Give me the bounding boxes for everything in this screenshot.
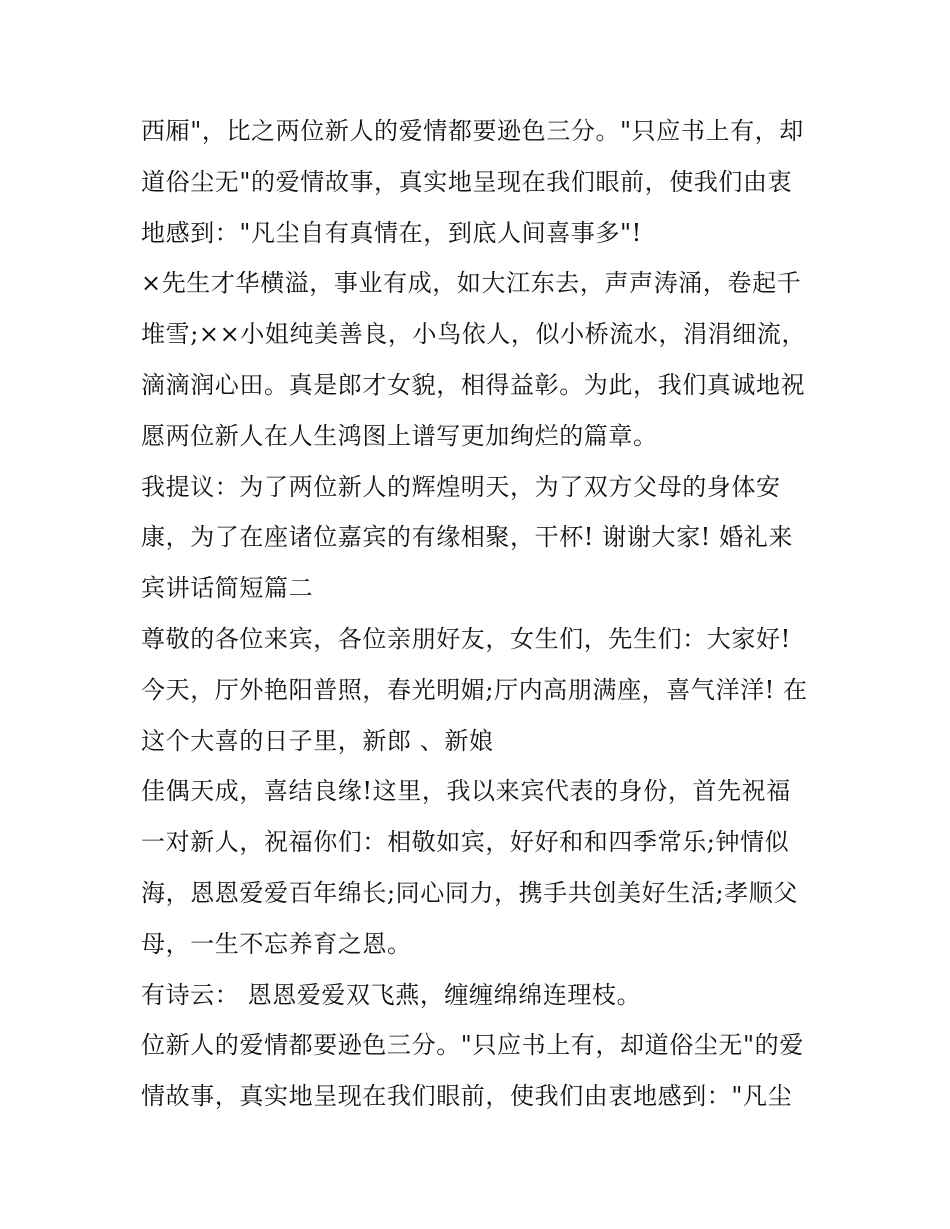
text-line-5: 堆雪;××小姐纯美善良，小鸟依人，似小桥流水，涓涓细流， (141, 320, 807, 349)
text-line-17: 母，一生不忘养育之恩。 (141, 929, 412, 958)
text-line-15: 一对新人，祝福你们：相敬如宾，好好和和四季常乐;钟情似 (141, 828, 790, 857)
text-line-4: ×先生才华横溢，事业有成，如大江东去，声声涛涌，卷起千 (141, 269, 802, 298)
text-line-8: 我提议：为了两位新人的辉煌明天，为了双方父母的身体安 (141, 472, 781, 501)
text-line-14: 佳偶天成，喜结良缘!这里，我以来宾代表的身份，首先祝福 (141, 777, 791, 806)
text-line-7: 愿两位新人在人生鸿图上谱写更加绚烂的篇章。 (141, 421, 658, 450)
text-line-18: 有诗云： 恩恩爱爱双飞燕，缠缠绵绵连理枝。 (141, 980, 642, 1009)
text-line-13: 这个大喜的日子里，新郎 、新娘 (141, 726, 494, 755)
body-text (141, 106, 821, 1122)
section-heading: 宾讲话简短篇二 (141, 574, 314, 603)
text-line-1: 西厢"，比之两位新人的爱情都要逊色三分。"只应书上有，却 (141, 117, 804, 145)
text-line-9: 康，为了在座诸位嘉宾的有缘相聚，干杯! 谢谢大家! 婚礼来 (141, 523, 793, 552)
text-line-16: 海，恩恩爱爱百年绵长;同心同力，携手共创美好生活;孝顺父 (141, 878, 798, 907)
text-line-12: 今天，厅外艳阳普照，春光明媚;厅内高朋满座，喜气洋洋! 在 (141, 675, 808, 704)
text-line-20: 情故事，真实地呈现在我们眼前，使我们由衷地感到："凡尘 (141, 1082, 793, 1111)
text-line-2: 道俗尘无"的爱情故事，真实地呈现在我们眼前，使我们由衷 (141, 167, 793, 196)
text-line-6: 滴滴润心田。真是郎才女貌，相得益彰。为此，我们真诚地祝 (141, 370, 806, 399)
text-line-3: 地感到："凡尘自有真情在，到底人间喜事多"! (141, 218, 642, 247)
text-line-19: 位新人的爱情都要逊色三分。"只应书上有，却道俗尘无"的爱 (141, 1031, 804, 1060)
text-line-11: 尊敬的各位来宾，各位亲朋好友，女生们，先生们：大家好! (141, 624, 791, 653)
